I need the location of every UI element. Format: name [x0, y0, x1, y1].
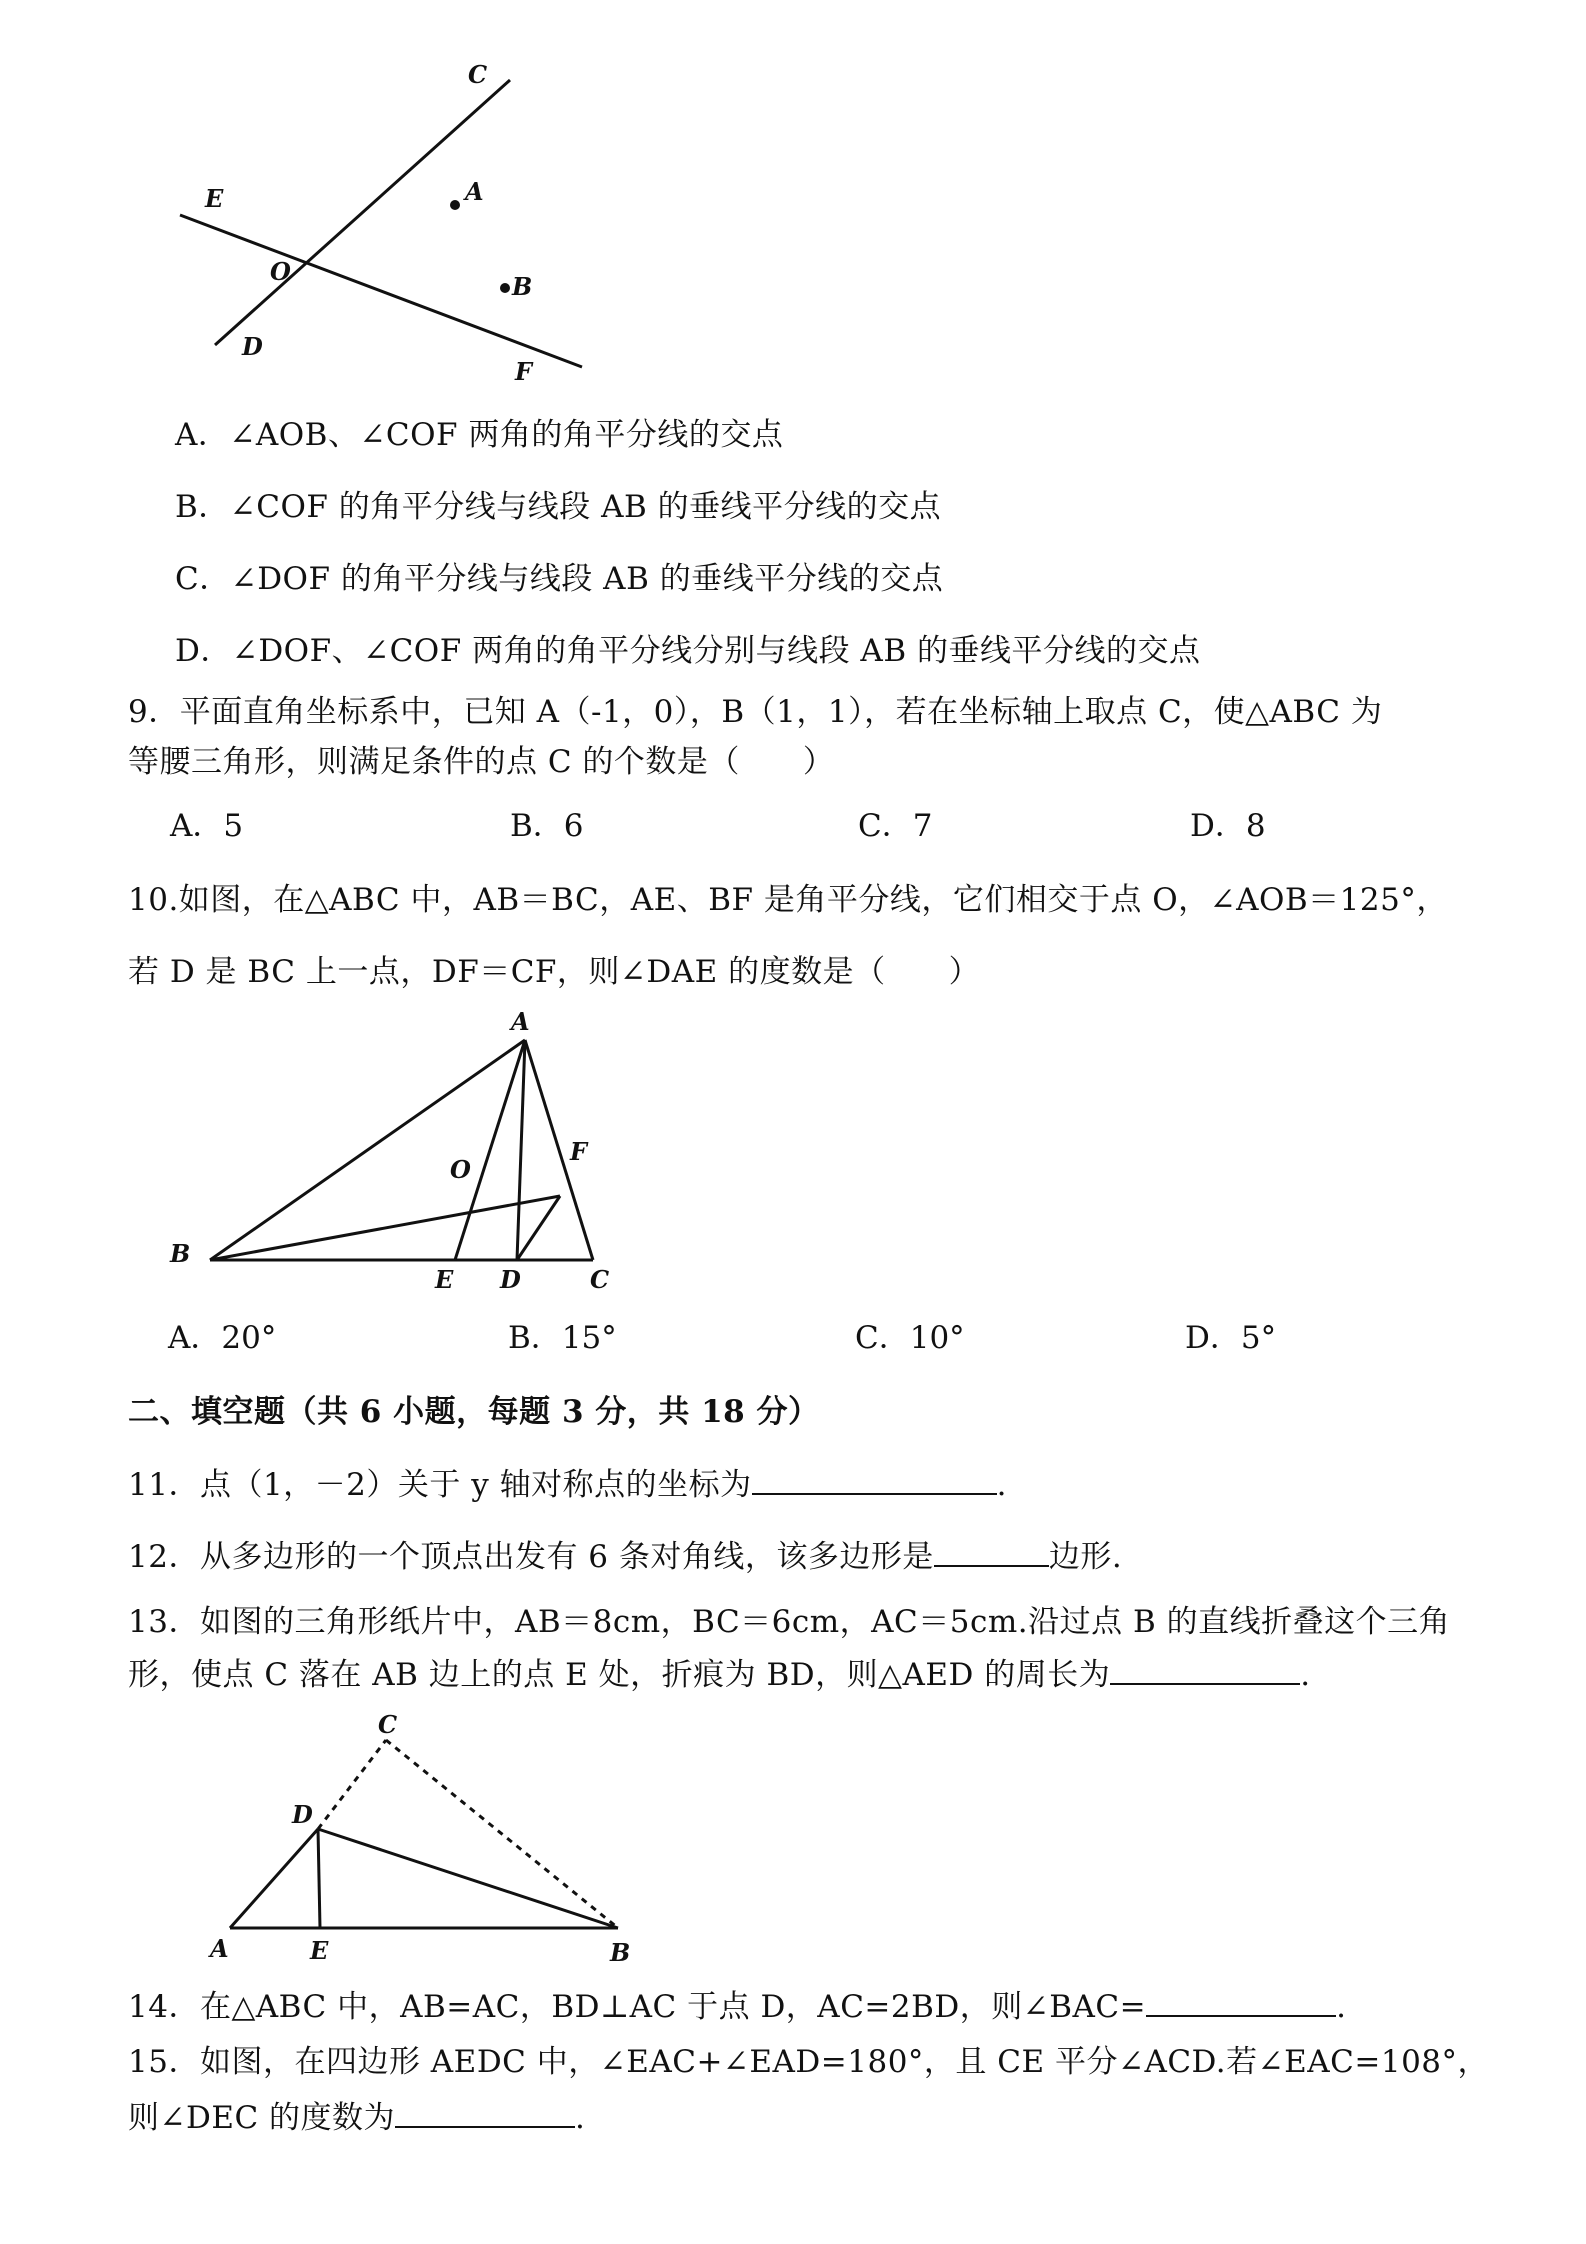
q10-figure [155, 1000, 635, 1310]
q9-option-a: A．5 [170, 808, 244, 844]
q9-option-b: B．6 [510, 808, 584, 844]
label-c: C [468, 60, 488, 89]
q9-option-d: D．8 [1190, 808, 1266, 844]
label-b: B [610, 1938, 631, 1967]
q10-option-b: B．15° [508, 1320, 617, 1356]
segment-ad [230, 1829, 318, 1928]
dashed-dc [318, 1740, 386, 1829]
label-e: E [435, 1265, 454, 1294]
label-f: F [570, 1137, 588, 1166]
q9-line-1: 9．平面直角坐标系中，已知 A（-1，0），B（1，1），若在坐标轴上取点 C，使△ABC 为 [128, 694, 1383, 730]
q9-line-2: 等腰三角形，则满足条件的点 C 的个数是（ ） [128, 744, 835, 780]
segment-de [318, 1829, 320, 1928]
label-a: A [210, 1934, 229, 1963]
segment-ae [455, 1040, 525, 1260]
q8-figure [150, 55, 610, 385]
label-b: B [512, 272, 533, 301]
label-o: O [270, 257, 291, 286]
label-o: O [450, 1155, 471, 1184]
q8-option-c: C．∠DOF 的角平分线与线段 AB 的垂线平分线的交点 [175, 561, 944, 597]
section-2-heading: 二、填空题（共 6 小题，每题 3 分，共 18 分） [128, 1394, 820, 1430]
point-a [450, 200, 460, 210]
label-d: D [242, 332, 263, 361]
q15-line-1: 15．如图，在四边形 AEDC 中，∠EAC+∠EAD=180°，且 CE 平分∠ACD.若∠EAC=108°， [128, 2044, 1490, 2080]
q13-line-1: 13．如图的三角形纸片中，AB＝8cm，BC＝6cm，AC＝5cm.沿过点 B 的直线折叠这个三角 [128, 1604, 1451, 1640]
q13-line-2 [128, 1653, 1311, 1695]
q11-text: 11．点（1，－2）关于 y 轴对称点的坐标为 [128, 1467, 752, 1503]
q14 [128, 1985, 1346, 2027]
q13-answer-blank[interactable] [1110, 1653, 1300, 1685]
label-a: A [465, 177, 484, 206]
dashed-cb [386, 1740, 618, 1928]
q11-answer-blank[interactable] [752, 1463, 997, 1495]
label-b: B [170, 1239, 191, 1268]
q15-line-2 [128, 2096, 585, 2138]
q15-answer-blank[interactable] [395, 2096, 575, 2128]
q14-text: 14．在△ABC 中，AB=AC，BD⊥AC 于点 D，AC=2BD，则∠BAC= [128, 1989, 1147, 2025]
q12-answer-blank[interactable] [934, 1535, 1049, 1567]
q14-end: . [1336, 1989, 1347, 2025]
fold-bd [318, 1829, 618, 1928]
q10-line-2: 若 D 是 BC 上一点，DF＝CF，则∠DAE 的度数是（ ） [128, 954, 981, 990]
q8-option-d: D．∠DOF、∠COF 两角的角平分线分别与线段 AB 的垂线平分线的交点 [175, 633, 1201, 669]
segment-ad [517, 1040, 525, 1260]
segment-bf [210, 1196, 560, 1260]
q13-figure [200, 1705, 650, 1975]
q14-answer-blank[interactable] [1146, 1985, 1336, 2017]
label-f: F [515, 357, 533, 385]
label-e: E [310, 1936, 329, 1965]
q11-end: . [996, 1467, 1007, 1503]
line-cd [215, 80, 510, 345]
q12 [128, 1535, 1122, 1577]
label-d: D [500, 1265, 521, 1294]
q10-option-d: D．5° [1185, 1320, 1277, 1356]
side-ab [210, 1040, 525, 1260]
q10-option-c: C．10° [855, 1320, 965, 1356]
label-c: C [378, 1710, 398, 1739]
label-a: A [511, 1007, 530, 1036]
q10-line-1: 10.如图，在△ABC 中，AB＝BC，AE、BF 是角平分线，它们相交于点 O，∠AOB＝125°， [128, 882, 1448, 918]
q15-text: 则∠DEC 的度数为 [128, 2100, 396, 2136]
label-c: C [590, 1265, 610, 1294]
point-b [500, 283, 510, 293]
q15-end: . [575, 2100, 586, 2136]
q8-option-a: A．∠AOB、∠COF 两角的角平分线的交点 [175, 417, 784, 453]
q13-end: . [1300, 1657, 1311, 1693]
label-d: D [292, 1800, 313, 1829]
q11 [128, 1463, 1007, 1505]
q12-end: 边形. [1048, 1539, 1123, 1575]
q9-option-c: C．7 [858, 808, 933, 844]
q10-option-a: A．20° [168, 1320, 277, 1356]
segment-df [517, 1196, 560, 1260]
q13-text: 形，使点 C 落在 AB 边上的点 E 处，折痕为 BD，则△AED 的周长为 [128, 1657, 1111, 1693]
q12-text: 12．从多边形的一个顶点出发有 6 条对角线，该多边形是 [128, 1539, 934, 1575]
label-e: E [205, 184, 224, 213]
q8-option-b: B．∠COF 的角平分线与线段 AB 的垂线平分线的交点 [175, 489, 942, 525]
